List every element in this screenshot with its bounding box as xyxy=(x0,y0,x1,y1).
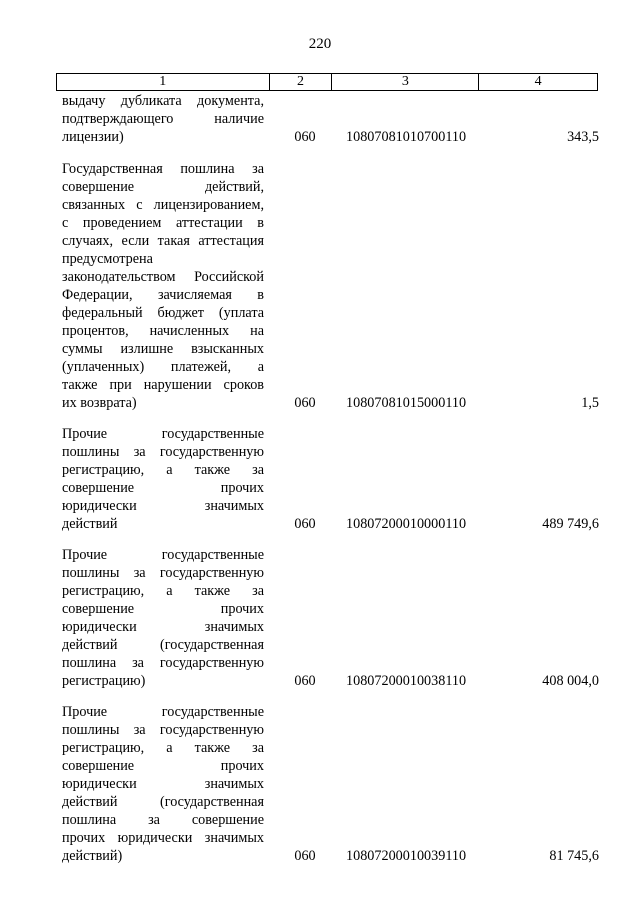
description-line: прочих юридически значимых xyxy=(62,830,264,846)
description-line: Прочие государственные xyxy=(62,704,264,720)
header-col-4: 4 xyxy=(479,74,598,91)
header-col-1: 1 xyxy=(57,74,270,91)
table-row xyxy=(0,703,640,865)
description-line: пошлина за совершение xyxy=(62,812,264,828)
row-amount: 408 004,0 xyxy=(542,673,599,689)
row-description xyxy=(62,160,264,412)
row-description xyxy=(62,703,264,865)
row-kbk: 10807200010038110 xyxy=(346,673,467,689)
description-line: Прочие государственные xyxy=(62,426,264,442)
description-line: их возврата) xyxy=(62,395,137,411)
header-col-2: 2 xyxy=(269,74,332,91)
description-line: Федерации, зачисляемая в xyxy=(62,287,264,303)
row-kbk: 10807200010039110 xyxy=(346,848,467,864)
description-line: лицензии) xyxy=(62,129,124,145)
description-line: регистрацию) xyxy=(62,673,146,689)
header-col-3: 3 xyxy=(332,74,479,91)
description-line: действий) xyxy=(62,848,123,864)
description-line: совершение прочих xyxy=(62,601,264,617)
row-code: 060 xyxy=(294,673,316,689)
row-kbk: 10807200010000110 xyxy=(346,516,467,532)
row-description xyxy=(62,425,264,533)
description-line: действий xyxy=(62,516,118,532)
description-line: подтверждающего наличие xyxy=(62,111,264,127)
description-line: предусмотрена xyxy=(62,251,153,267)
table-row xyxy=(0,425,640,533)
description-line: федеральный бюджет (уплата xyxy=(62,305,264,321)
row-kbk: 10807081010700110 xyxy=(346,129,467,145)
description-line: законодательством Российской xyxy=(62,269,264,285)
row-code: 060 xyxy=(294,848,316,864)
description-line: связанных с лицензированием, xyxy=(62,197,264,213)
description-line: регистрацию, а также за xyxy=(62,462,264,478)
table-row xyxy=(0,160,640,412)
description-line: совершение прочих xyxy=(62,758,264,774)
description-line: Государственная пошлина за xyxy=(62,161,264,177)
row-amount: 343,5 xyxy=(567,129,599,145)
table-body xyxy=(0,92,640,865)
table-header xyxy=(56,73,598,91)
description-line: совершение прочих xyxy=(62,480,264,496)
description-line: пошлина за государственную xyxy=(62,655,264,671)
description-line: выдачу дубликата документа, xyxy=(62,93,264,109)
description-line: суммы излишне взысканных xyxy=(62,341,264,357)
description-line: юридически значимых xyxy=(62,498,264,514)
description-line: действий (государственная xyxy=(62,794,264,810)
description-line: также при нарушении сроков xyxy=(62,377,264,393)
description-line: пошлины за государственную xyxy=(62,722,264,738)
row-description xyxy=(62,92,264,146)
page-number: 220 xyxy=(308,36,332,52)
description-line: процентов, начисленных на xyxy=(62,323,264,339)
row-description xyxy=(62,546,264,690)
description-line: случаях, если такая аттестация xyxy=(62,233,264,249)
description-line: юридически значимых xyxy=(62,776,264,792)
table-row xyxy=(0,546,640,690)
description-line: с проведением аттестации в xyxy=(62,215,264,231)
description-line: пошлины за государственную xyxy=(62,444,264,460)
description-line: действий (государственная xyxy=(62,637,264,653)
row-amount: 489 749,6 xyxy=(542,516,599,532)
row-amount: 1,5 xyxy=(581,395,599,411)
description-line: совершение действий, xyxy=(62,179,264,195)
table-row xyxy=(0,92,640,146)
description-line: юридически значимых xyxy=(62,619,264,635)
description-line: (уплаченных) платежей, а xyxy=(62,359,264,375)
row-code: 060 xyxy=(294,129,316,145)
description-line: пошлины за государственную xyxy=(62,565,264,581)
description-line: регистрацию, а также за xyxy=(62,583,264,599)
row-amount: 81 745,6 xyxy=(549,848,599,864)
row-code: 060 xyxy=(294,516,316,532)
description-line: регистрацию, а также за xyxy=(62,740,264,756)
description-line: Прочие государственные xyxy=(62,547,264,563)
row-kbk: 10807081015000110 xyxy=(346,395,467,411)
row-code: 060 xyxy=(294,395,316,411)
